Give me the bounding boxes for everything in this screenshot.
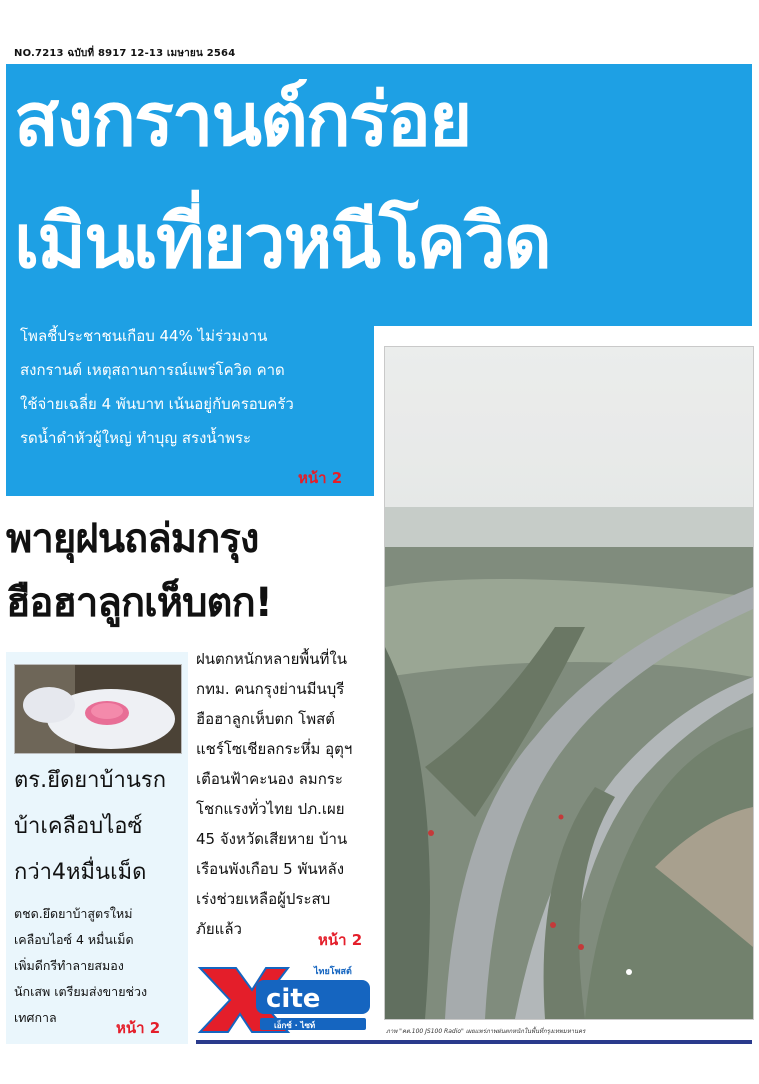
storm-body-line: ฮือฮาลูกเห็บตก โพสต์ <box>196 710 335 728</box>
drug-photo <box>14 664 182 754</box>
drug-body-line: เพิ่มดีกรีทำลายสมอง <box>14 958 124 973</box>
storm-body-line: เร่งช่วยเหลือผู้ประสบ <box>196 890 331 908</box>
drug-body-line: เทศกาล <box>14 1010 57 1025</box>
drug-body-line: เคลือบไอซ์ 4 หมื่นเม็ด <box>14 932 134 947</box>
storm-body-line: ฝนตกหนักหลายพื้นที่ใน <box>196 650 347 668</box>
drug-page-ref[interactable]: หน้า 2 <box>116 1019 161 1037</box>
storm-page-ref[interactable]: หน้า 2 <box>318 931 363 949</box>
storm-body-line: แชร์โซเชียลกระหึ่ม อุตุฯ <box>196 740 353 758</box>
storm-headline-line-1: พายุฝนถล่มกรุง <box>6 516 259 562</box>
logo-wordmark: cite <box>266 984 321 1014</box>
logo-subtitle: เอ็กซ์ · ไซท์ <box>274 1021 316 1030</box>
drug-photo-image <box>15 665 181 753</box>
lead-line: โพลชี้ประชาชนเกือบ 44% ไม่ร่วมงาน <box>20 327 268 345</box>
lead-line: ใช้จ่ายเฉลี่ย 4 พันบาท เน้นอยู่กับครอบครัว <box>20 395 294 413</box>
drug-body-line: ตชด.ยึดยาบ้าสูตรใหม่ <box>14 906 133 921</box>
main-headline-line-2: เมินเที่ยวหนีโควิด <box>14 199 550 285</box>
logo-brand-thai: ไทยโพสต์ <box>314 967 352 977</box>
lead-line: สงกรานต์ เหตุสถานการณ์แพร่โควิด คาด <box>20 361 285 379</box>
drug-headline-line: บ้าเคลือบไอซ์ <box>14 814 143 839</box>
storm-body-line: เรือนพังเกือบ 5 พันหลัง <box>196 860 345 878</box>
storm-photo <box>384 346 754 1020</box>
drug-body-line: นักเสพ เตรียมส่งขายช่วง <box>14 984 148 999</box>
xcite-logo <box>196 954 374 1034</box>
drug-headline-line: ตร.ยึดยาบ้านรก <box>14 768 167 793</box>
storm-body-line: โชกแรงทั่วไทย ปภ.เผย <box>196 800 345 818</box>
storm-body-line: เตือนฟ้าคะนอง ลมกระ <box>196 770 343 788</box>
main-headline-line-1: สงกรานต์กร่อย <box>14 77 471 163</box>
storm-photo-image <box>385 347 753 1019</box>
storm-body-line: กทม. คนกรุงย่านมีนบุรี <box>196 680 345 698</box>
storm-headline-line-2: ฮือฮาลูกเห็บตก! <box>6 580 272 626</box>
bottom-rule <box>196 1040 752 1044</box>
storm-body-line: 45 จังหวัดเสียหาย บ้าน <box>196 830 348 848</box>
issue-line: NO.7213 ฉบับที่ 8917 12-13 เมษายน 2564 <box>14 48 236 59</box>
storm-body-line: ภัยแล้ว <box>196 920 242 938</box>
lead-page-ref[interactable]: หน้า 2 <box>298 469 343 487</box>
drug-headline-line: กว่า4หมื่นเม็ด <box>14 860 147 885</box>
lead-line: รดน้ำดำหัวผู้ใหญ่ ทำบุญ สรงน้ำพระ <box>20 429 252 447</box>
photo-caption: ภาพ "คต.100 JS100 Radio" เผยแพร่ภาพฝนตกหนักในพื้นที่กรุงเทพมหานคร <box>386 1028 586 1035</box>
